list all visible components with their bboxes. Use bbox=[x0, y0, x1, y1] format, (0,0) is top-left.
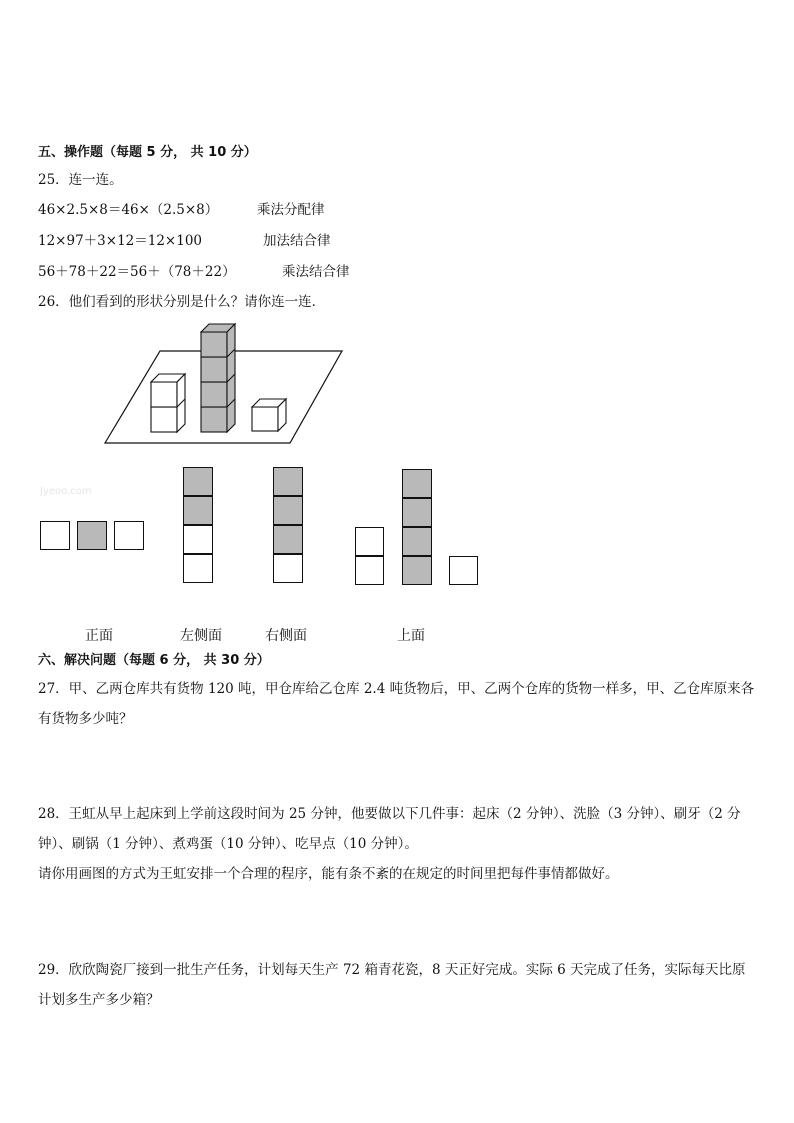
q25-expression-2: 12×97＋3×12＝12×100 bbox=[38, 233, 203, 249]
view4-mid-square-4 bbox=[402, 556, 432, 585]
view4-mid-square-2 bbox=[402, 498, 432, 527]
section-heading-operation: 五、操作题（每题 5 分， 共 10 分） bbox=[38, 145, 257, 160]
view4-left-square-2 bbox=[355, 556, 384, 585]
view4-mid-square-3 bbox=[402, 527, 432, 556]
view4-right-square bbox=[449, 556, 478, 585]
label-left-side[interactable]: 左侧面 bbox=[180, 628, 222, 644]
label-right-side[interactable]: 右侧面 bbox=[265, 628, 307, 644]
question-27-line-2: 有货物多少吨？ bbox=[38, 711, 133, 727]
question-29-line-2: 计划多生产多少箱？ bbox=[38, 992, 160, 1008]
view4-left-square-1 bbox=[355, 527, 384, 556]
view1-square-3 bbox=[114, 521, 144, 550]
question-28-line-3: 请你用画图的方式为王虹安排一个合理的程序，能有条不紊的在规定的时间里把每件事情都做好。 bbox=[38, 866, 619, 882]
question-28-line-2: 钟）、刷锅（1 分钟）、煮鸡蛋（10 分钟）、吃早点（10 分钟）。 bbox=[38, 836, 418, 852]
question-27-line-1: 27．甲、乙两仓库共有货物 120 吨，甲仓库给乙仓库 2.4 吨货物后，甲、乙两个仓库的货物一样多，甲、乙仓库原来各 bbox=[38, 681, 755, 697]
view2-square-4 bbox=[183, 554, 213, 583]
view3-square-2 bbox=[273, 496, 303, 525]
q25-law-3: 乘法结合律 bbox=[282, 264, 350, 280]
view2-square-2 bbox=[183, 496, 213, 525]
q25-law-2: 加法结合律 bbox=[263, 233, 331, 249]
left-cube-stack bbox=[151, 374, 185, 432]
view2-square-1 bbox=[183, 467, 213, 496]
view3-square-1 bbox=[273, 467, 303, 496]
view3-square-3 bbox=[273, 525, 303, 554]
section-heading-problem-solving: 六、解决问题（每题 6 分， 共 30 分） bbox=[38, 653, 270, 668]
question-26-title: 26．他们看到的形状分别是什么？请你连一连． bbox=[38, 294, 326, 310]
view3-square-4 bbox=[273, 554, 303, 583]
question-28-line-1: 28．王虹从早上起床到上学前这段时间为 25 分钟，他要做以下几件事：起床（2 分钟）、洗脸（3 分钟）、刷牙（2 分 bbox=[38, 806, 741, 822]
view4-mid-square-1 bbox=[402, 469, 432, 498]
q25-expression-1: 46×2.5×8＝46×（2.5×8） bbox=[38, 202, 219, 218]
watermark: Jyeoo.com bbox=[40, 486, 92, 497]
label-front[interactable]: 正面 bbox=[85, 628, 113, 644]
cube-arrangement-figure bbox=[100, 318, 350, 448]
view2-square-3 bbox=[183, 525, 213, 554]
label-top[interactable]: 上面 bbox=[397, 628, 425, 644]
single-cube bbox=[252, 399, 286, 431]
q25-law-1: 乘法分配律 bbox=[257, 202, 325, 218]
question-25-title: 25．连一连。 bbox=[38, 172, 123, 188]
view1-square-2 bbox=[77, 521, 107, 550]
view1-square-1 bbox=[40, 521, 70, 550]
q25-expression-3: 56＋78＋22＝56＋（78＋22） bbox=[38, 264, 236, 280]
tall-cube-stack bbox=[201, 324, 235, 432]
question-29-line-1: 29．欣欣陶瓷厂接到一批生产任务，计划每天生产 72 箱青花瓷，8 天正好完成。实际 6 天完成了任务，实际每天比原 bbox=[38, 962, 746, 978]
